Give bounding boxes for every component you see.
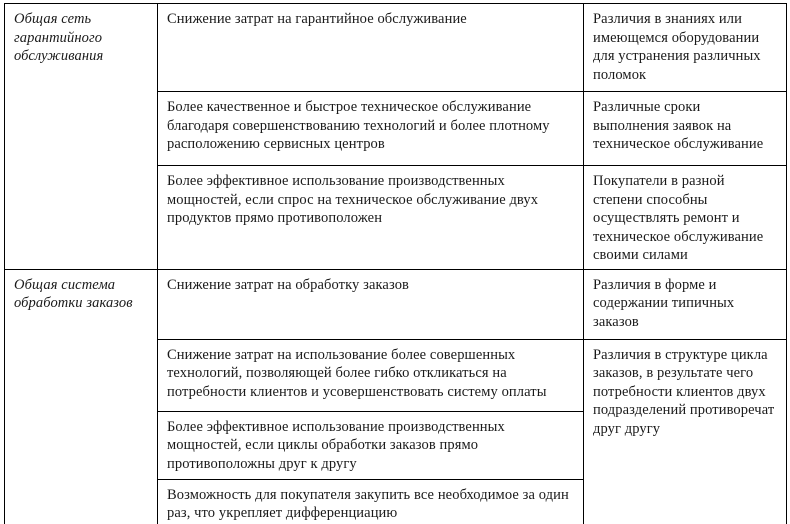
benefit-cell: Снижение затрат на использование более совершенных технологий, позволяющей более гибко откликаться на потребности клиентов и усовершенствовать систему оплаты [158,339,584,411]
source-cell: Различия в форме и содержании типичных заказов [584,269,787,339]
source-cell-spanning: Различия в структуре цикла заказов, в результате чего потребности клиентов двух подразделений противоречат друг другу [584,339,787,524]
benefit-cell: Снижение затрат на гарантийное обслуживание [158,4,584,92]
source-cell: Покупатели в разной степени способны осуществлять ремонт и техническое обслуживание своими силами [584,166,787,270]
source-cell: Различные сроки выполнения заявок на техническое обслуживание [584,92,787,166]
group-label-order-processing: Общая система обработки заказов [5,269,158,524]
shared-activities-table [4,3,787,524]
benefit-cell: Более эффективное использование производственных мощностей, если циклы обработки заказов прямо противоположны друг к другу [158,411,584,479]
benefit-cell: Более качественное и быстрое техническое обслуживание благодаря совершенствованию технологий и более плотному расположению сервисных центров [158,92,584,166]
source-cell: Различия в знаниях или имеющемся оборудовании для устранения различных поломок [584,4,787,92]
group-label-warranty-network: Общая сеть гарантийного обслуживания [5,4,158,270]
benefit-cell: Возможность для покупателя закупить все необходимое за один раз, что укрепляет дифференциацию [158,479,584,524]
benefit-cell: Более эффективное использование производственных мощностей, если спрос на техническое обслуживание двух продуктов прямо противоположен [158,166,584,270]
table-row [5,4,787,92]
table-row [5,269,787,339]
benefit-cell: Снижение затрат на обработку заказов [158,269,584,339]
